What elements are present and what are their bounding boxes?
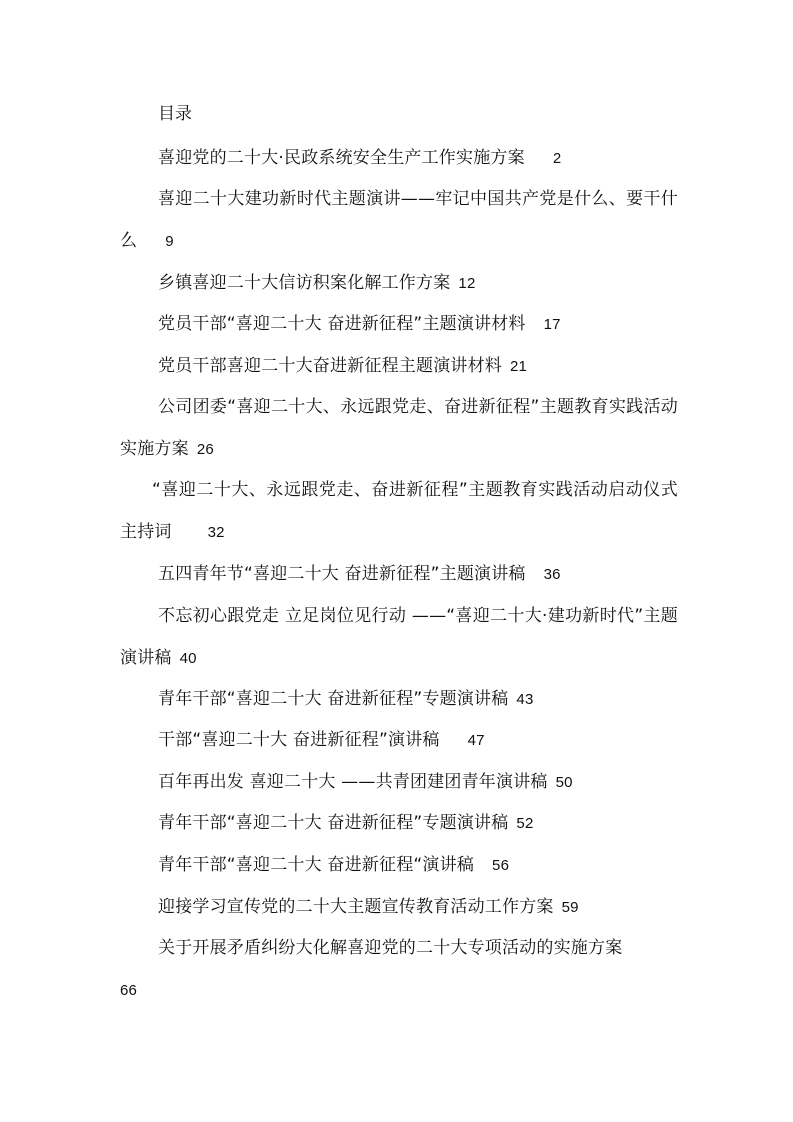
toc-entry[interactable]	[120, 596, 678, 679]
toc-entry-title: 喜迎党的二十大·民政系统安全生产工作实施方案	[158, 148, 525, 168]
toc-entry-page: 66	[120, 981, 138, 999]
toc-entry-title: 党员干部“喜迎二十大 奋进新征程”主题演讲材料	[158, 314, 526, 334]
toc-entry-title: 喜迎二十大建功新时代主题演讲——牢记中国共产党是什么、要干什么	[120, 189, 678, 251]
toc-entry-title: 关于开展矛盾纠纷大化解喜迎党的二十大专项活动的实施方案	[158, 938, 623, 958]
toc-entry-page: 32	[207, 523, 225, 541]
toc-entry-page: 40	[179, 649, 197, 667]
toc-entry[interactable]	[120, 470, 678, 553]
toc-entry-title: 乡镇喜迎二十大信访积案化解工作方案	[158, 273, 451, 293]
toc-entry[interactable]	[120, 803, 678, 845]
toc-entry[interactable]	[120, 928, 678, 1011]
toc-entry-title: 党员干部喜迎二十大奋进新征程主题演讲材料	[158, 356, 502, 376]
toc-entry-title: 青年干部“喜迎二十大 奋进新征程”专题演讲稿	[158, 689, 509, 709]
toc-entry[interactable]	[120, 554, 678, 596]
toc-entry-title: 迎接学习宣传党的二十大主题宣传教育活动工作方案	[158, 897, 554, 917]
toc-entry[interactable]	[120, 887, 678, 929]
toc-entry-title: 百年再出发 喜迎二十大 ——共青团建团青年演讲稿	[158, 772, 548, 792]
toc-entry-page: 52	[516, 815, 534, 832]
toc-entry[interactable]	[120, 179, 678, 262]
toc-entry-page: 43	[516, 691, 534, 708]
toc-entry[interactable]	[120, 679, 678, 721]
toc-entry-title: “喜迎二十大、永远跟党走、奋进新征程”主题教育实践活动启动仪式主持词	[120, 480, 678, 542]
toc-entry-page: 47	[467, 732, 485, 749]
toc-entry[interactable]	[120, 138, 678, 180]
toc-entry-title: 公司团委“喜迎二十大、永远跟党走、奋进新征程”主题教育实践活动实施方案	[120, 397, 678, 459]
toc-entry[interactable]	[120, 845, 678, 887]
toc-entry-page: 36	[543, 566, 561, 583]
toc-title: 目录	[158, 104, 192, 124]
toc-entry-title: 五四青年节“喜迎二十大 奋进新征程”主题演讲稿	[158, 564, 526, 584]
toc-entry[interactable]	[120, 762, 678, 804]
toc-entry[interactable]	[120, 387, 678, 470]
toc-entry-title: 青年干部“喜迎二十大 奋进新征程“演讲稿	[158, 855, 475, 875]
toc-entry-page: 59	[561, 899, 579, 916]
toc-entry-page: 17	[543, 316, 561, 333]
toc-entry-page: 50	[555, 774, 573, 791]
toc-entry[interactable]	[120, 346, 678, 388]
toc-entry-page: 9	[165, 232, 174, 250]
toc-entry-title: 青年干部“喜迎二十大 奋进新征程”专题演讲稿	[158, 813, 509, 833]
toc-entry[interactable]	[120, 304, 678, 346]
toc-entry-page: 56	[492, 857, 510, 874]
toc-entry-title: 干部“喜迎二十大 奋进新征程”演讲稿	[158, 730, 440, 750]
toc-entry-title: 不忘初心跟党走 立足岗位见行动 ——“喜迎二十大·建功新时代”主题演讲稿	[120, 606, 678, 668]
toc-entry[interactable]	[120, 720, 678, 762]
toc-entry-page: 2	[552, 150, 562, 167]
toc-entry-page: 26	[196, 440, 214, 458]
toc-entry[interactable]	[120, 263, 678, 305]
toc-entry-page: 21	[510, 358, 528, 375]
toc-entry-page: 12	[458, 275, 476, 292]
